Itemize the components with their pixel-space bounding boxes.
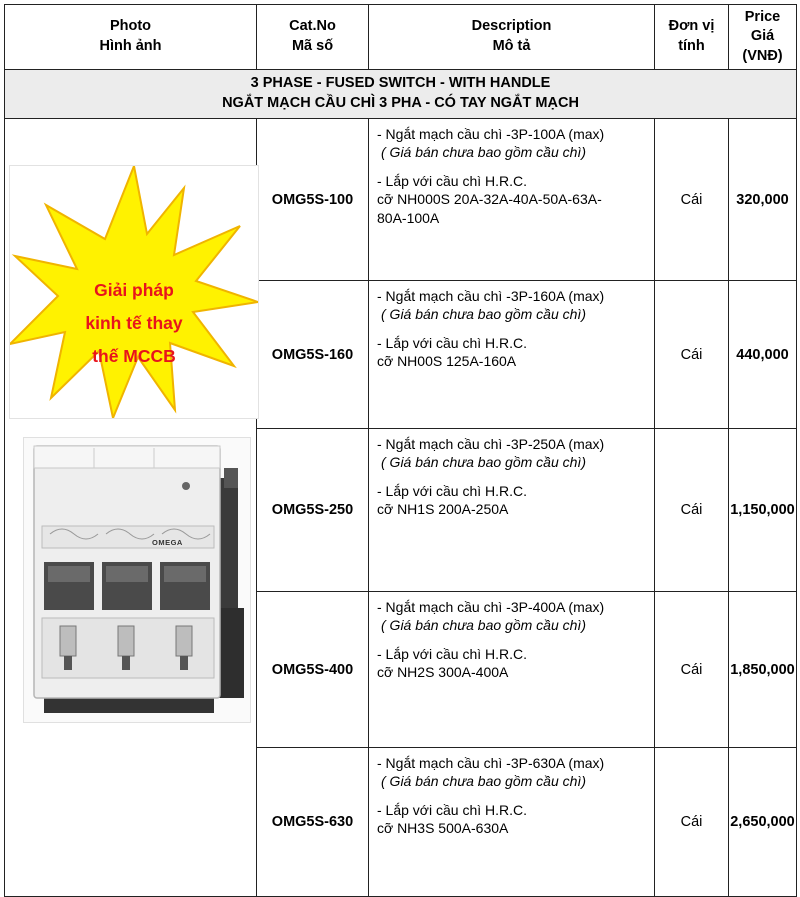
desc-gap — [377, 162, 648, 172]
unit-cell: Cái — [655, 429, 729, 592]
product-brand: OMEGA — [152, 538, 183, 547]
desc-line-1: - Ngắt mạch cầu chì -3P-250A (max) — [377, 436, 605, 452]
header-cat-no-vi: Mã số — [291, 38, 334, 54]
promo-line-1: Giải pháp — [94, 280, 174, 300]
header-unit-line1: Đơn vị — [668, 18, 715, 35]
desc-gap — [377, 791, 648, 801]
cat-no-cell: OMG5S-630 — [257, 748, 369, 897]
desc-line-2: - Lắp với cầu chì H.R.C. — [377, 172, 528, 189]
unit-cell: Cái — [655, 748, 729, 897]
photo-cell — [5, 119, 257, 897]
header-price-currency: (VNĐ) — [742, 47, 783, 64]
description-cell — [369, 281, 655, 429]
price-cell: 320,000 — [729, 119, 797, 281]
desc-note: ( Giá bán chưa bao gồm cầu chì) — [381, 306, 586, 323]
photo-area — [5, 119, 256, 896]
header-price-vi: Giá — [750, 28, 775, 45]
header-row — [5, 5, 797, 70]
description-cell — [369, 119, 655, 281]
desc-gap — [377, 324, 648, 334]
desc-line-1: - Ngắt mạch cầu chì -3P-160A (max) — [377, 288, 605, 304]
desc-line-3: cỡ NH000S 20A-32A-40A-50A-63A- — [377, 191, 602, 208]
description-cell — [369, 748, 655, 897]
header-cat-no — [257, 5, 369, 70]
section-title — [5, 70, 797, 119]
desc-note: ( Giá bán chưa bao gồm cầu chì) — [381, 454, 586, 471]
desc-line-2: - Lắp với cầu chì H.R.C. — [377, 801, 528, 818]
desc-line-3: cỡ NH00S 125A-160A — [377, 353, 517, 370]
product-photo — [23, 437, 251, 723]
unit-cell: Cái — [655, 592, 729, 748]
header-unit-line2: tính — [678, 38, 705, 54]
desc-line-4: 80A-100A — [377, 209, 440, 226]
section-row — [5, 70, 797, 119]
section-title-vi: NGẮT MẠCH CẦU CHÌ 3 PHA - CÓ TAY NGẮT MẠCH — [222, 95, 579, 111]
header-description — [369, 5, 655, 70]
header-description-en: Description — [471, 18, 552, 35]
price-cell: 2,650,000 — [729, 748, 797, 897]
cat-no-cell: OMG5S-160 — [257, 281, 369, 429]
unit-cell: Cái — [655, 119, 729, 281]
header-cat-no-en: Cat.No — [289, 18, 336, 35]
price-cell: 1,150,000 — [729, 429, 797, 592]
price-cell: 440,000 — [729, 281, 797, 429]
section-title-en: 3 PHASE - FUSED SWITCH - WITH HANDLE — [250, 75, 551, 92]
desc-line-2: - Lắp với cầu chì H.R.C. — [377, 645, 528, 662]
desc-line-3: cỡ NH3S 500A-630A — [377, 820, 509, 837]
desc-line-2: - Lắp với cầu chì H.R.C. — [377, 482, 528, 499]
header-description-vi: Mô tả — [492, 38, 531, 54]
price-cell: 1,850,000 — [729, 592, 797, 748]
price-table — [4, 4, 797, 897]
description-cell — [369, 429, 655, 592]
header-price — [729, 5, 797, 70]
header-photo-en: Photo — [109, 18, 152, 35]
unit-cell: Cái — [655, 281, 729, 429]
header-unit — [655, 5, 729, 70]
desc-line-3: cỡ NH2S 300A-400A — [377, 664, 509, 681]
promo-badge — [9, 165, 259, 419]
promo-line-2: kinh tế thay — [85, 313, 183, 333]
fused-switch-illustration — [24, 438, 250, 722]
cat-no-cell: OMG5S-250 — [257, 429, 369, 592]
promo-text — [10, 274, 258, 373]
desc-note: ( Giá bán chưa bao gồm cầu chì) — [381, 144, 586, 161]
desc-line-1: - Ngắt mạch cầu chì -3P-630A (max) — [377, 755, 605, 771]
desc-gap — [377, 472, 648, 482]
cat-no-cell: OMG5S-400 — [257, 592, 369, 748]
desc-line-3: cỡ NH1S 200A-250A — [377, 501, 509, 518]
desc-gap — [377, 635, 648, 645]
desc-note: ( Giá bán chưa bao gồm cầu chì) — [381, 773, 586, 790]
desc-line-1: - Ngắt mạch cầu chì -3P-100A (max) — [377, 126, 605, 142]
desc-line-1: - Ngắt mạch cầu chì -3P-400A (max) — [377, 599, 605, 615]
header-price-en: Price — [744, 8, 781, 25]
header-photo — [5, 5, 257, 70]
desc-line-2: - Lắp với cầu chì H.R.C. — [377, 334, 528, 351]
description-cell — [369, 592, 655, 748]
table-row — [5, 119, 797, 281]
desc-note: ( Giá bán chưa bao gồm cầu chì) — [381, 617, 586, 634]
header-photo-vi: Hình ảnh — [99, 38, 162, 54]
cat-no-cell: OMG5S-100 — [257, 119, 369, 281]
promo-line-3: thế MCCB — [92, 346, 176, 366]
